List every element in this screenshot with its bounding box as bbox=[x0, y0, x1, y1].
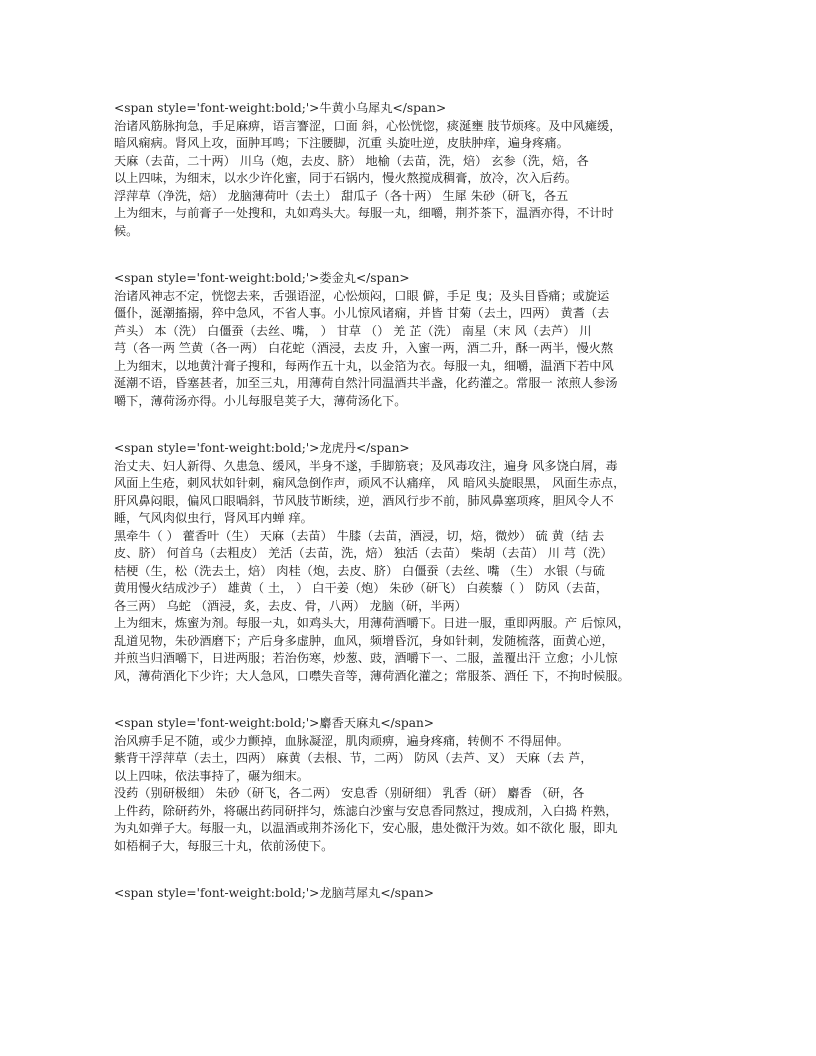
text-line: 黑牵牛（ ） 藿香叶（生） 天麻（去苗） 牛膝（去苗，酒浸，切，焙，微炒） 硫 黄（结 去 bbox=[114, 528, 605, 543]
text-line: 黄用慢火结成沙子） 雄黄（ 土， ） 白干姜（炮） 朱砂（研飞） 白蒺藜（ ） 防风（去苗， bbox=[114, 581, 609, 595]
text-line: 僵仆，涎潮搐搦，猝中急风，不省人事。小儿惊风诸痫，并皆 甘菊（去土，四两） 黄耆（去 bbox=[114, 306, 610, 320]
prescription-title-markup: <span style='font-weight:bold;'>龙虎丹</span> bbox=[114, 441, 410, 455]
prescription-entry bbox=[114, 100, 704, 240]
text-line: 涎潮不语，昏塞甚者，加至三丸，用薄荷自然汁同温酒共半盏，化药灌之。常服一 浓煎人参汤 bbox=[114, 376, 618, 390]
text-line: 上为细末，与前膏子一处搜和，丸如鸡头大。每服一丸，细嚼，荆芥茶下，温酒亦得，不计时 bbox=[114, 206, 614, 220]
text-line: 治诸风神志不定，恍惚去来，舌强语涩，心忪烦闷，口眼 僻，手足 曳；及头目昏痛；或旋运 bbox=[114, 288, 610, 303]
prescription-entry bbox=[114, 440, 704, 685]
text-line: 如梧桐子大，每服三十丸，依前汤使下。 bbox=[114, 838, 334, 853]
text-line: 以上四味，为细末，以水少许化蜜，同于石锅内，慢火熬搅成稠膏，放冷，次入后药。 bbox=[114, 171, 578, 185]
text-line: 桔梗（生，松（洗去土，焙） 肉桂（炮，去皮、脐） 白僵蚕（去丝、嘴 （生） 水银（与硫 bbox=[114, 563, 605, 578]
text-line: 嚼下，薄荷汤亦得。小儿每服皂荚子大，薄荷汤化下。 bbox=[114, 393, 407, 408]
document-body bbox=[114, 100, 704, 903]
text-line: 乱道见物，朱砂酒磨下；产后身多虚肿，血风，频增昏沉，身如针刺，发随梳落，面黄心逆， bbox=[114, 633, 614, 648]
text-line: 暗风痫病。肾风上攻，面肿耳鸣；下注腰脚，沉重 头旋吐逆，皮肤肿痒，遍身疼痛。 bbox=[114, 136, 569, 150]
text-line: 各三两） 乌蛇 （酒浸，炙，去皮、骨，八两） 龙脑（研，半两） bbox=[114, 598, 467, 613]
text-line: 为丸如弹子大。每服一丸，以温酒或荆芥汤化下，安心服，患处微汗为效。如不欲化 服，即丸 bbox=[114, 821, 618, 835]
text-line: 浮萍草（净洗，焙） 龙脑薄荷叶（去土） 甜瓜子（各十两） 生犀 朱砂（研飞，各五 bbox=[114, 188, 569, 203]
text-line: 睡，气风肉似虫行，肾风耳内蝉 痒。 bbox=[114, 511, 313, 525]
text-line: 上为细末，以地黄汁膏子搜和，每两作五十丸，以金箔为衣。每服一丸，细嚼，温酒下若中风 bbox=[114, 358, 614, 373]
text-line: 天麻（去苗，二十两） 川乌（炮，去皮、脐） 地榆（去苗，洗，焙） 玄参（洗，焙，各 bbox=[114, 153, 589, 168]
prescription-entry bbox=[114, 885, 704, 903]
text-line: 上为细末，炼蜜为剂。每服一丸，如鸡头大，用薄荷酒嚼下。日进一服，重即两服。产 后惊风， bbox=[114, 616, 630, 630]
text-line: 皮、脐） 何首乌（去粗皮） 羌活（去苗，洗，焙） 独活（去苗） 柴胡（去苗） 川 芎（洗） bbox=[114, 546, 613, 560]
prescription-title-markup: <span style='font-weight:bold;'>娄金丸</span> bbox=[114, 271, 410, 285]
prescription-title-markup: <span style='font-weight:bold;'>麝香天麻丸</span> bbox=[114, 716, 435, 730]
prescription-title-markup: <span style='font-weight:bold;'>牛黄小乌犀丸</span> bbox=[114, 101, 447, 115]
text-line: 治风痹手足不随，或少力颤掉，血脉凝涩，肌肉顽痹，遍身疼痛，转侧不 不得屈伸。 bbox=[114, 733, 569, 748]
text-line: 治诸风筋脉拘急，手足麻痹，语言謇涩，口面 斜，心忪恍惚，痰涎壅 肢节烦疼。及中风瘫缓， bbox=[114, 118, 622, 133]
text-line: 没药（别研极细） 朱砂（研飞，各二两） 安息香（别研细） 乳香（研） 麝香 （研，各 bbox=[114, 786, 585, 800]
prescription-entry bbox=[114, 715, 704, 855]
text-line: 风，薄荷酒化下少许；大人急风，口噤失音等，薄荷酒化灌之；常服茶、酒任 下，不拘时候服。 bbox=[114, 668, 630, 683]
text-line: 上件药，除研药外，将碾出药同研拌匀，炼滤白沙蜜与安息香同熬过，搜成剂，入白捣 杵熟， bbox=[114, 803, 618, 818]
text-line: 风面上生疮，刺风状如针刺，痫风急倒作声，顽风不认痛痒， 风 暗风头旋眼黑， 风面生赤点， bbox=[114, 476, 626, 490]
prescription-entry bbox=[114, 270, 704, 410]
text-line: 候。 bbox=[114, 223, 139, 238]
text-line: 紫背干浮萍草（去土，四两） 麻黄（去根、节，二两） 防风（去芦、叉） 天麻（去 芦， bbox=[114, 751, 593, 765]
text-line: 并煎当归酒嚼下，日进两服；若治伤寒，炒葱、豉，酒嚼下一、二服，盖覆出汗 立愈；小儿惊 bbox=[114, 651, 618, 665]
text-line: 治丈夫、妇人新得、久患急、缓风，半身不遂，手脚筋衰；及风毒攻注，遍身 风多饶白屑，毒 bbox=[114, 458, 618, 473]
text-line: 芦头） 本（洗） 白僵蚕（去丝、嘴， ） 甘草 （） 羌 芷（洗） 南星（末 风（去芦） 川 bbox=[114, 323, 592, 338]
prescription-title-markup: <span style='font-weight:bold;'>龙脑芎犀丸</span> bbox=[114, 886, 435, 900]
text-line: 肝风鼻闷眼，偏风口眼喎斜，节风肢节断续，逆，酒风行步不前，肺风鼻塞项疼，胆风令人不 bbox=[114, 493, 614, 508]
text-line: 芎（各一两 竺黄（各一两） 白花蛇（酒浸，去皮 升，入蜜一两，酒二升，酥一两半，慢火熬 bbox=[114, 341, 614, 355]
text-line: 以上四味，依法事持了，碾为细末。 bbox=[114, 768, 309, 783]
